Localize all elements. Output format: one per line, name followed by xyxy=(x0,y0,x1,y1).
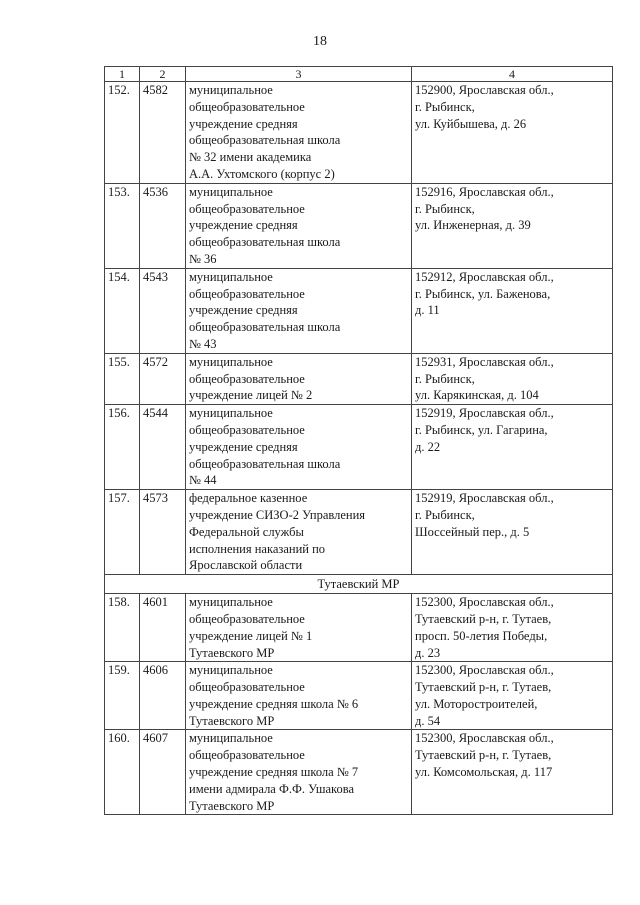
rybinsk-rows xyxy=(105,82,613,575)
table-row xyxy=(105,490,613,575)
row-number: 159. xyxy=(105,662,140,730)
institution-name: муниципальное общеобразовательное учреждение средняя школа № 6 Тутаевского МР xyxy=(186,662,412,730)
institution-code: 4536 xyxy=(140,183,186,268)
row-number: 160. xyxy=(105,730,140,815)
institution-address: 152912, Ярославская обл., г. Рыбинск, ул. Баженова, д. 11 xyxy=(412,268,613,353)
institution-address: 152919, Ярославская обл., г. Рыбинск, ул. Гагарина, д. 22 xyxy=(412,405,613,490)
institution-address: 152300, Ярославская обл., Тутаевский р-н, г. Тутаев, ул. Моторостроителей, д. 54 xyxy=(412,662,613,730)
institution-code: 4544 xyxy=(140,405,186,490)
column-header: 2 xyxy=(140,67,186,82)
table-row xyxy=(105,662,613,730)
institutions-table xyxy=(104,66,613,815)
tutaev-rows xyxy=(105,594,613,815)
page-number: 18 xyxy=(313,34,327,49)
institution-code: 4572 xyxy=(140,353,186,404)
row-number: 157. xyxy=(105,490,140,575)
row-number: 158. xyxy=(105,594,140,662)
row-number: 156. xyxy=(105,405,140,490)
institution-name: муниципальное общеобразовательное учреждение средняя общеобразовательная школа № 36 xyxy=(186,183,412,268)
row-number: 155. xyxy=(105,353,140,404)
institution-code: 4601 xyxy=(140,594,186,662)
column-header: 1 xyxy=(105,67,140,82)
table-row xyxy=(105,405,613,490)
table-row xyxy=(105,594,613,662)
institution-name: муниципальное общеобразовательное учреждение лицей № 1 Тутаевского МР xyxy=(186,594,412,662)
institution-address: 152931, Ярославская обл., г. Рыбинск, ул. Карякинская, д. 104 xyxy=(412,353,613,404)
section-group xyxy=(105,575,613,594)
column-header: 3 xyxy=(186,67,412,82)
institution-code: 4573 xyxy=(140,490,186,575)
institution-name: федеральное казенное учреждение СИЗО-2 Управления Федеральной службы исполнения наказаний по Ярославской области xyxy=(186,490,412,575)
institution-name: муниципальное общеобразовательное учреждение лицей № 2 xyxy=(186,353,412,404)
institution-name: муниципальное общеобразовательное учреждение средняя общеобразовательная школа № 32 имени академика А.А. Ухтомского (корпус 2) xyxy=(186,82,412,184)
institution-name: муниципальное общеобразовательное учреждение средняя школа № 7 имени адмирала Ф.Ф. Ушакова Тутаевского МР xyxy=(186,730,412,815)
row-number: 152. xyxy=(105,82,140,184)
table-header-row xyxy=(105,67,613,82)
table-row xyxy=(105,183,613,268)
section-row xyxy=(105,575,613,594)
table-row xyxy=(105,730,613,815)
institution-code: 4607 xyxy=(140,730,186,815)
section-title: Тутаевский МР xyxy=(105,575,613,594)
institution-code: 4582 xyxy=(140,82,186,184)
institution-address: 152916, Ярославская обл., г. Рыбинск, ул. Инженерная, д. 39 xyxy=(412,183,613,268)
institution-address: 152300, Ярославская обл., Тутаевский р-н, г. Тутаев, просп. 50-летия Победы, д. 23 xyxy=(412,594,613,662)
institution-address: 152300, Ярославская обл., Тутаевский р-н, г. Тутаев, ул. Комсомольская, д. 117 xyxy=(412,730,613,815)
institution-address: 152900, Ярославская обл., г. Рыбинск, ул. Куйбышева, д. 26 xyxy=(412,82,613,184)
institution-code: 4543 xyxy=(140,268,186,353)
column-header: 4 xyxy=(412,67,613,82)
institution-name: муниципальное общеобразовательное учреждение средняя общеобразовательная школа № 43 xyxy=(186,268,412,353)
row-number: 154. xyxy=(105,268,140,353)
row-number: 153. xyxy=(105,183,140,268)
institution-address: 152919, Ярославская обл., г. Рыбинск, Шоссейный пер., д. 5 xyxy=(412,490,613,575)
institution-code: 4606 xyxy=(140,662,186,730)
table-row xyxy=(105,82,613,184)
table-row xyxy=(105,353,613,404)
institution-name: муниципальное общеобразовательное учреждение средняя общеобразовательная школа № 44 xyxy=(186,405,412,490)
table-row xyxy=(105,268,613,353)
